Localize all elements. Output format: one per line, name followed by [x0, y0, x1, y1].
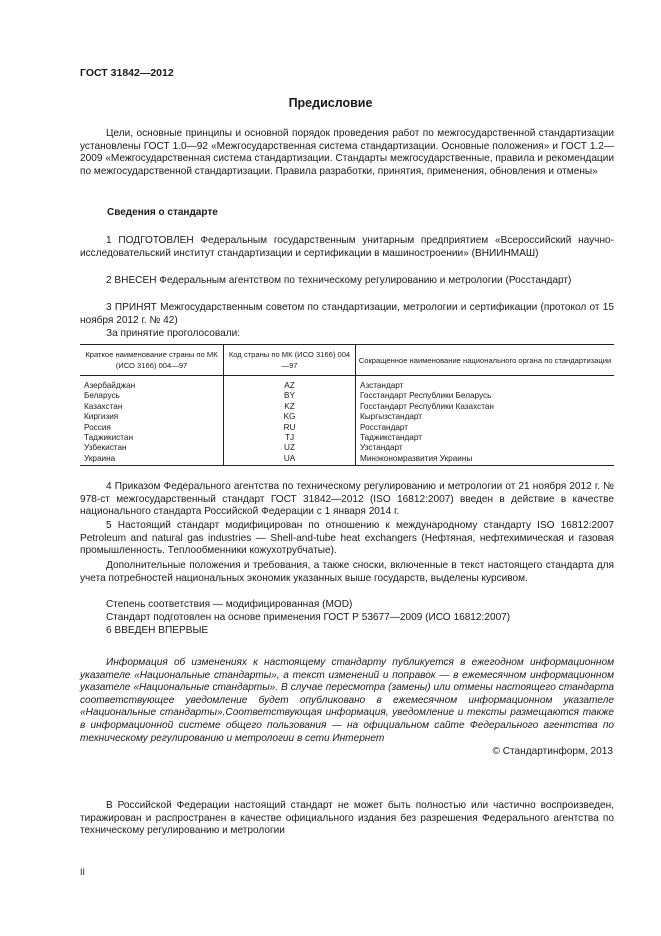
standards-body: Кыргызстандарт — [356, 412, 615, 422]
table-header-row — [80, 345, 614, 376]
member-states-table — [80, 344, 614, 466]
country-name: Таджикистан — [84, 433, 133, 443]
info-heading: Сведения о стандарте — [107, 207, 218, 218]
standard-code: ГОСТ 31842—2012 — [80, 67, 174, 79]
column-header-country: Краткое наименование страны по МК (ИСО 3166) 004—97 — [80, 345, 224, 376]
country-name: Беларусь — [84, 391, 120, 401]
country-code: RU — [224, 423, 356, 433]
table-row — [80, 443, 614, 453]
item-5-additional-provisions: Дополнительные положения и требования, а также сноски, включенные в текст настоящего стандарта для учета потребностей национальных экономик указанных выше государств, выделены курсивом. — [80, 560, 614, 584]
country-code: KZ — [224, 402, 356, 412]
country-name: Азербайджан — [84, 381, 136, 390]
country-name: Узбекистан — [84, 443, 127, 453]
country-code: AZ — [224, 376, 356, 392]
country-name: Казахстан — [84, 401, 123, 411]
standards-body: Азстандарт — [356, 376, 615, 392]
copyright-notice: © Стандартинформ, 2013 — [492, 746, 613, 757]
item-2-submitted: 2 ВНЕСЕН Федеральным агентством по техническому регулированию и метрологии (Росстандарт) — [106, 275, 572, 286]
table-row — [80, 423, 614, 433]
country-name: Россия — [84, 422, 111, 432]
standards-body: Госстандарт Республики Казахстан — [356, 402, 615, 412]
table-row — [80, 391, 614, 401]
voted-label: За принятие проголосовали: — [106, 328, 241, 339]
table-row — [80, 433, 614, 443]
changes-information-note: Информация об изменениях к настоящему стандарту публикуется в ежегодном информационном указателе «Национальные стандарты», а текст изменений и поправок — в ежемесячном информационном указателе «Национальные стандарты». В случае пересмотра (замены) или отмены настоящего стандарта соответствующее уведомление будет опубликовано в ежемесячном информационном указателе «Национальные стандарты».Соответствующая информация, уведомление и тексты размещаются также в информационной системе общего пользования — на официальном сайте Федерального агентства по техническому регулированию и метрологии в сети Интернет — [80, 657, 614, 744]
standards-body: Госстандарт Республики Беларусь — [356, 391, 615, 401]
page-title: Предисловие — [288, 96, 373, 110]
country-name: Украина — [80, 454, 224, 466]
country-code: UA — [224, 454, 356, 466]
table-row — [80, 402, 614, 412]
standards-body: Росстандарт — [356, 423, 615, 433]
column-header-code: Код страны по МК (ИСО 3166) 004—97 — [224, 345, 356, 376]
intro-paragraph: Цели, основные принципы и основной порядок проведения работ по межгосударственной стандартизации установлены ГОСТ 1.0—92 «Межгосударственная система стандартизации. Основные положения» и ГОСТ 1.2—2009 «Межгосударственная система стандартизации. Стандарты межгосударственные, правила и рекомендации по межгосударственной стандартизации. Правила разработки, принятия, применения, обновления и отмены» — [80, 128, 614, 177]
item-5-modified: 5 Настоящий стандарт модифицирован по отношению к международному стандарту ISO 16812:2007 Petroleum and natural gas industries — Shell-and-tube heat exchangers (Нефтяная, нефтехимическая и газовая промышленность. Теплообменники кожухотрубчатые). — [80, 520, 614, 557]
table-row — [80, 412, 614, 422]
reproduction-notice: В Российской Федерации настоящий стандарт не может быть полностью или частично воспроизведен, тиражирован и распространен в качестве официального издания без разрешения Федерального агентства по техническому регулированию и метрологии — [80, 800, 614, 837]
item-1-prepared: 1 ПОДГОТОВЛЕН Федеральным государственным унитарным предприятием «Всероссийский научно-исследовательский институт стандартизации и сертификации в машиностроении» (ВНИИНМАШ) — [80, 235, 614, 259]
country-code: KG — [224, 412, 356, 422]
item-3-adopted: 3 ПРИНЯТ Межгосударственным советом по стандартизации, метрологии и сертификации (протокол от 15 ноября 2012 г. № 42) — [80, 302, 614, 326]
standards-body: Минэкономразвития Украины — [356, 454, 615, 466]
country-code: UZ — [224, 443, 356, 453]
page-number: II — [80, 867, 86, 877]
item-5-degree-of-conformity: Степень соответствия — модифицированная (MOD) — [106, 599, 353, 610]
country-code: BY — [224, 391, 356, 401]
country-code: TJ — [224, 433, 356, 443]
item-6-introduced: 6 ВВЕДЕН ВПЕРВЫЕ — [106, 625, 209, 636]
column-header-standards-body: Сокращенное наименование национального органа по стандартизации — [356, 345, 615, 376]
item-5-basis: Стандарт подготовлен на основе применения ГОСТ Р 53677—2009 (ИСО 16812:2007) — [106, 612, 511, 623]
standards-body: Узстандарт — [356, 443, 615, 453]
table-row — [80, 454, 614, 466]
standards-body: Таджикстандарт — [356, 433, 615, 443]
country-name: Киргизия — [84, 412, 119, 422]
table-row — [80, 376, 614, 392]
item-4-order: 4 Приказом Федерального агентства по техническому регулированию и метрологии от 21 ноября 2012 г. № 978-ст межгосударственный стандарт ГОСТ 31842—2012 (ISO 16812:2007) введен в действие в качестве национального стандарта Российской Федерации с 1 января 2014 г. — [80, 481, 614, 518]
